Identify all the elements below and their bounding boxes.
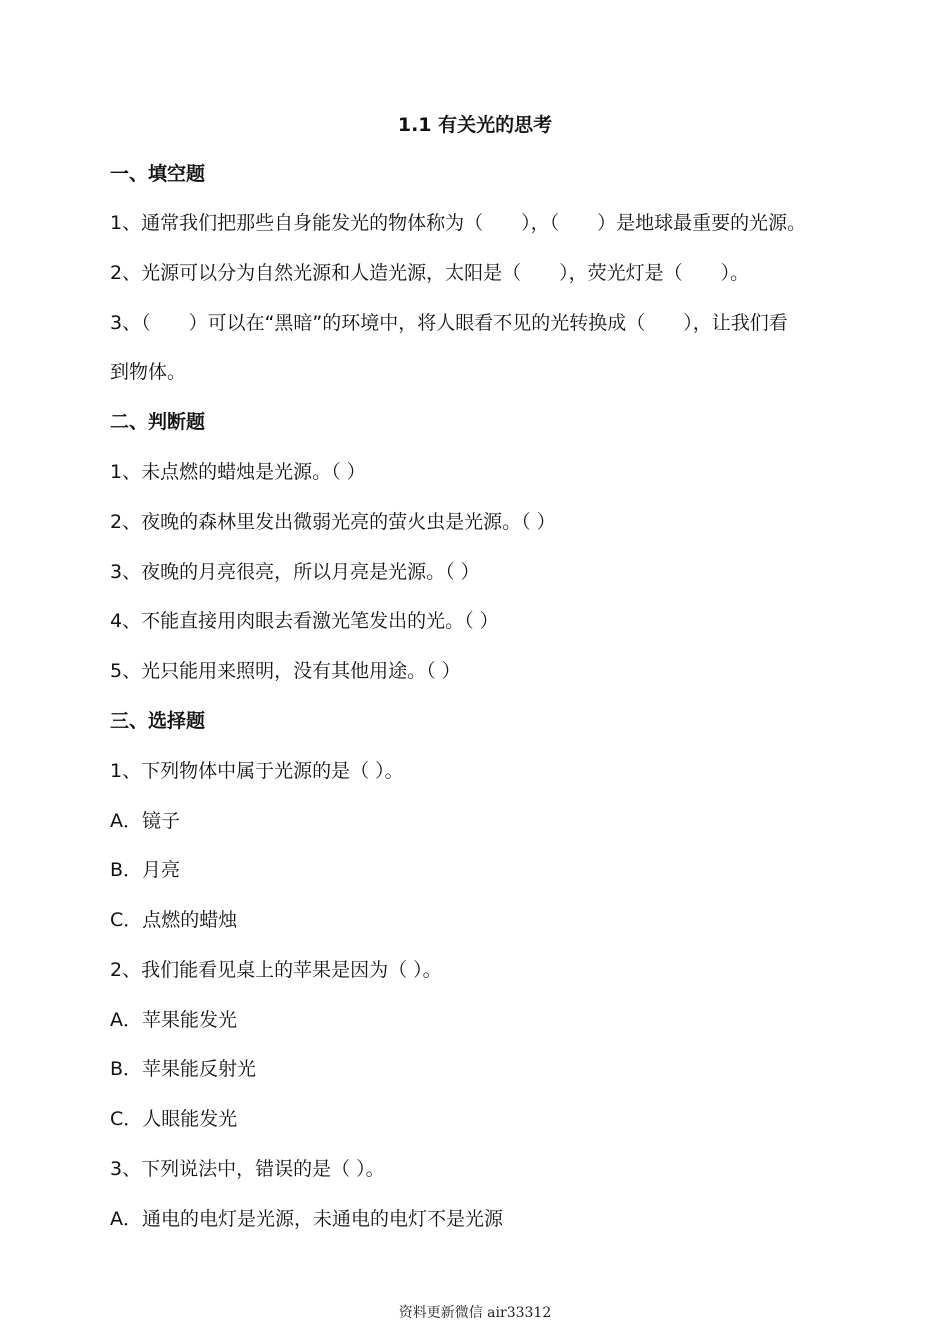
question-text: 2、我们能看见桌上的苹果是因为（ ）。 (110, 959, 442, 981)
question-text: 5、光只能用来照明，没有其他用途。（ ） (110, 660, 461, 682)
answer-option: B．月亮 (110, 859, 181, 881)
section-heading-true-false: 二、判断题 (110, 411, 206, 433)
question-text: 2、光源可以分为自然光源和人造光源，太阳是（ ），荧光灯是（ ）。 (110, 262, 750, 284)
section-heading-fill-blank: 一、填空题 (110, 163, 206, 185)
answer-option: B．苹果能反射光 (110, 1058, 257, 1080)
question-text: 4、不能直接用肉眼去看激光笔发出的光。（ ） (110, 610, 499, 632)
question-text: 3、夜晚的月亮很亮，所以月亮是光源。（ ） (110, 561, 480, 583)
answer-option: C．点燃的蜡烛 (110, 909, 238, 931)
section-heading-choice: 三、选择题 (110, 710, 206, 732)
question-text: 3、（ ）可以在“黑暗”的环境中，将人眼看不见的光转换成（ ），让我们看 (110, 312, 788, 334)
question-text-continued: 到物体。 (110, 361, 187, 383)
question-text: 3、下列说法中，错误的是（ ）。 (110, 1158, 385, 1180)
answer-option: A．镜子 (110, 810, 180, 832)
answer-option: C．人眼能发光 (110, 1108, 238, 1130)
question-text: 1、通常我们把那些自身能发光的物体称为（ ），（ ）是地球最重要的光源。 (110, 212, 807, 234)
answer-option: A．通电的电灯是光源，未通电的电灯不是光源 (110, 1208, 503, 1230)
question-text: 1、未点燃的蜡烛是光源。（ ） (110, 461, 366, 483)
page-title: 1.1 有关光的思考 (397, 114, 553, 136)
footer-note: 资料更新微信 air33312 (398, 1305, 552, 1321)
question-text: 2、夜晚的森林里发出微弱光亮的萤火虫是光源。（ ） (110, 511, 556, 533)
question-text: 1、下列物体中属于光源的是（ ）。 (110, 760, 404, 782)
answer-option: A．苹果能发光 (110, 1009, 237, 1031)
